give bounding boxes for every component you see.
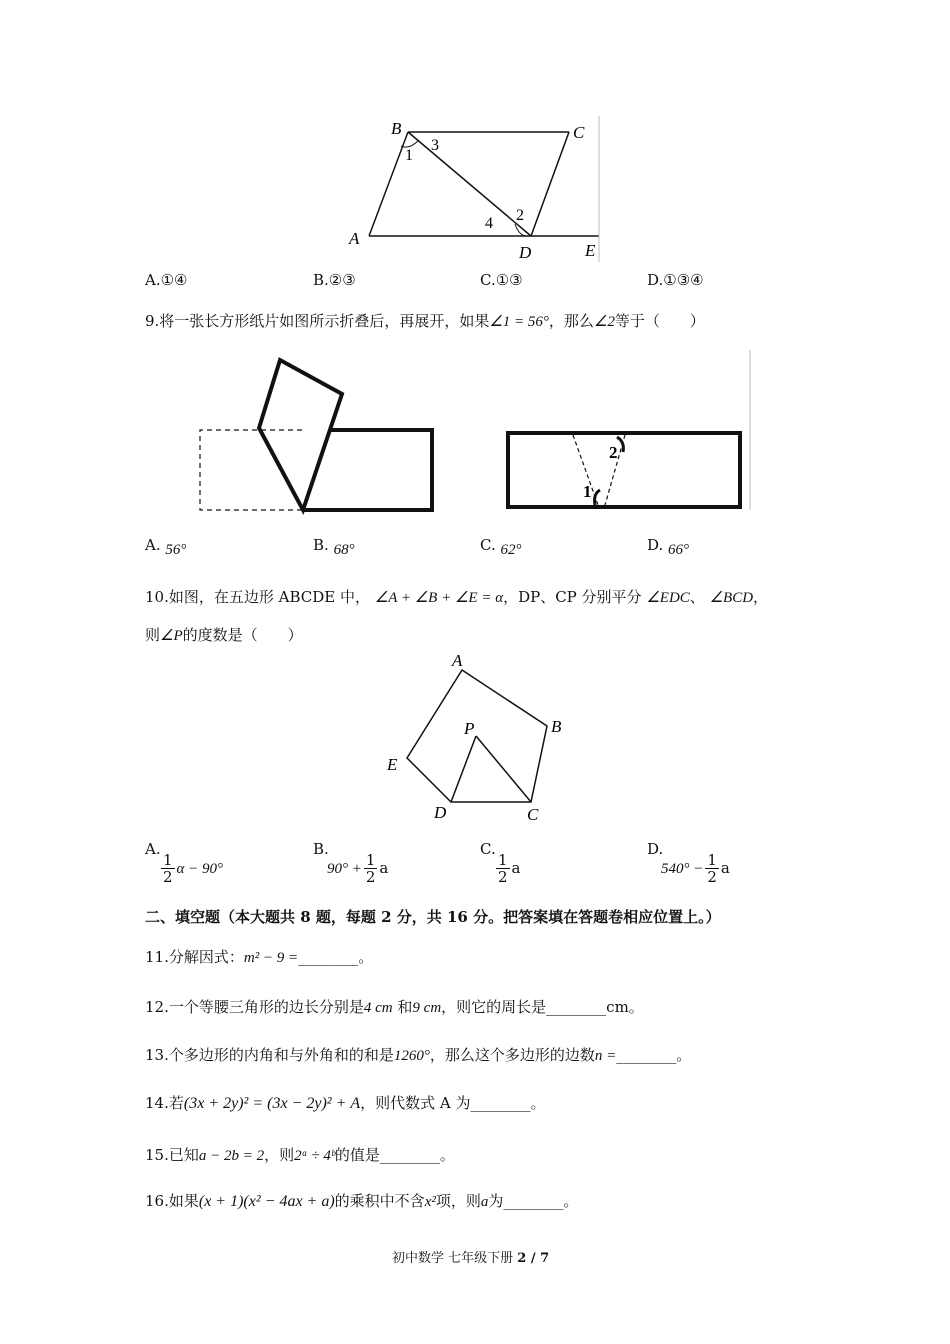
q8-option-d[interactable]: D.①③④ [647,271,704,289]
angle-arc-d [515,224,527,236]
label-a: A [452,651,463,670]
segment-cp [476,736,531,802]
label-c: C [527,805,539,824]
label-b: B [551,717,562,736]
q12-blank[interactable]: ________ [546,998,607,1016]
angle-label-2: 2 [516,207,524,224]
q9-option-b[interactable]: B. 68° [313,536,355,558]
q10-stem-line1: 10.如图，在五边形 ABCDE 中， ∠A + ∠B + ∠E = α，DP、CP 分别平分 ∠EDC、 ∠BCD， [145,588,769,606]
page-footer: 初中数学 七年级下册 2 / 7 [392,1251,550,1266]
q9-option-a[interactable]: A. 56° [145,536,187,558]
folded-away-outline [200,430,302,510]
q13-blank[interactable]: ________ [616,1046,677,1064]
pentagon-abcde [407,670,547,802]
q11: 11.分解因式：m² − 9 =________。 [145,948,374,966]
q10-figure [380,650,580,830]
diagonal-bd [408,132,531,236]
q9-option-d[interactable]: D. 66° [647,536,690,558]
q11-blank[interactable]: ________ [298,948,359,966]
label-b: B [391,119,402,138]
angle-label-2: 2 [609,443,618,462]
section-2-title: 二、填空题（本大题共 8 题，每题 2 分，共 16 分。把答案填在答题卷相应位置上。） [145,908,721,926]
q12: 12.一个等腰三角形的边长分别是4 cm 和9 cm，则它的周长是________cm。 [145,998,644,1016]
side-cd [531,132,569,236]
q10-option-d[interactable]: D. 540° − $\frac{1}{2}$ a [647,840,730,886]
q9-stem: 9.将一张长方形纸片如图所示折叠后，再展开，如果∠1 = 56°，那么∠2等于（ ） [145,312,705,330]
angle-label-3: 3 [431,137,439,154]
q9-figure [195,350,755,520]
label-e: E [585,241,596,260]
page-number: 2 / 7 [517,1251,550,1266]
angle-label-1: 1 [405,147,413,164]
folded-flap [259,360,342,510]
label-a: A [349,229,360,248]
angle-label-1: 1 [583,482,592,501]
q13: 13.个多边形的内角和与外角和的和是1260°，那么这个多边形的边数n =________。 [145,1046,692,1064]
q10-stem-line2: 则∠P的度数是（ ） [145,626,303,644]
q8-option-c[interactable]: C.①③ [480,271,523,289]
q16: 16.如果(x + 1)(x² − 4ax + a)的乘积中不含x²项，则a为________。 [145,1192,579,1210]
label-p: P [464,719,475,738]
q8-figure [335,112,615,264]
angle-label-4: 4 [485,215,493,232]
q10-option-a[interactable]: A. $\frac{1}{2}$ α − 90° [145,840,224,886]
q14-blank[interactable]: ________ [470,1094,531,1112]
q14: 14.若(3x + 2y)² = (3x − 2y)² + A，则代数式 A 为________。 [145,1094,546,1112]
segment-dp [451,736,476,802]
label-e: E [387,755,398,774]
label-c: C [573,123,585,142]
q10-option-c[interactable]: C. $\frac{1}{2}$ a [480,840,521,886]
side-ab [369,132,408,236]
q10-option-b[interactable]: B. 90° + $\frac{1}{2}$ a [313,840,389,886]
label-d: D [519,243,532,262]
q16-blank[interactable]: ________ [503,1192,564,1210]
q8-option-b[interactable]: B.②③ [313,271,356,289]
q15-blank[interactable]: ________ [379,1146,440,1164]
label-d: D [434,803,447,822]
q9-option-c[interactable]: C. 62° [480,536,522,558]
q8-option-a[interactable]: A.①④ [145,271,188,289]
strip-body [303,430,432,510]
q15: 15.已知a − 2b = 2，则2ᵃ ÷ 4ᵇ的值是________。 [145,1146,455,1164]
